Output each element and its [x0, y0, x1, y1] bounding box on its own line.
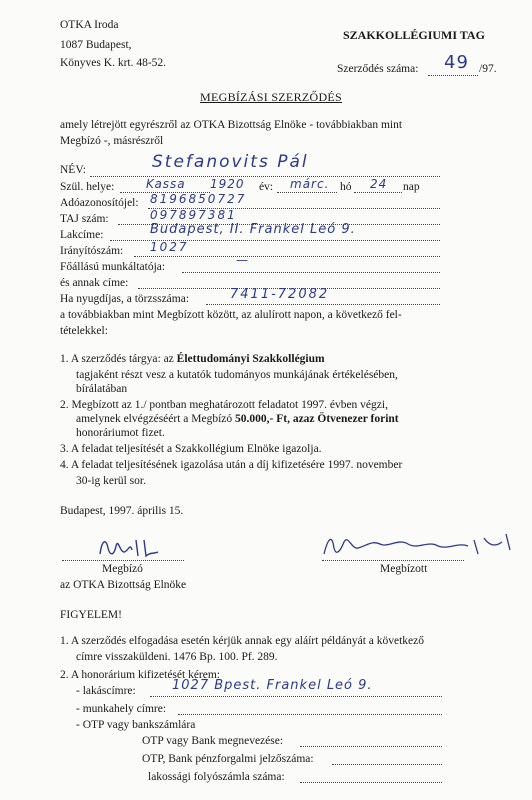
tax-label: Adóazonosítójel: [60, 197, 139, 209]
employer-dots [182, 272, 440, 273]
contract-no-dots [428, 75, 478, 76]
bank-name-dots [300, 746, 442, 747]
taj-label: TAJ szám: [60, 213, 109, 225]
home-address-label: - lakáscímre: [76, 685, 136, 697]
after-line-1: a továbbiakban mint Megbízott között, az alulírott napon, a következő fel- [60, 309, 402, 321]
bank-giro-dots [332, 764, 442, 765]
month-label: hó [340, 181, 352, 193]
name-value: Stefanovits Pál [152, 152, 309, 172]
bank-giro-label: OTP, Bank pénzforgalmi jelzőszáma: [142, 753, 314, 765]
after-line-2: tételekkel: [60, 325, 108, 337]
pension-value: 7411-72082 [230, 287, 330, 302]
intro-line-1: amely létrejött egyrészről az OTKA Bizottság Elnöke - továbbiakban mint [60, 119, 403, 131]
term-2-prefix: amelynek elvégzéséért a Megbízó [76, 413, 236, 425]
intro-line-2: Megbízó -, másrészről [60, 135, 164, 147]
birth-year: 1920 [210, 177, 245, 191]
megbizott-label: Megbízott [380, 563, 428, 575]
name-dots [90, 176, 440, 177]
notice-2: 2. A honorárium kifizetését kérem: [60, 669, 220, 681]
bank-label: - OTP vagy bankszámlára [76, 719, 196, 731]
employer-address-label: és annak címe: [60, 277, 129, 289]
term-4-line-1: 4. A feladat teljesítésének igazolása után a díj kifizetésére 1997. november [60, 459, 403, 471]
term-2-line-3: honoráriumot fizet. [76, 427, 165, 439]
term-1-prefix: 1. A szerződés tárgya: az [60, 353, 177, 365]
org-street: Könyves K. krt. 48-52. [60, 57, 167, 69]
term-2-amount: 50.000,- Ft, azaz Ötvenezer forint [235, 413, 399, 425]
tax-value: 8196850727 [150, 192, 247, 206]
document-title: MEGBÍZÁSI SZERZŐDÉS [200, 90, 343, 104]
term-1-line-1 [60, 352, 325, 366]
account-label: lakossági folyószámla száma: [148, 771, 285, 783]
zip-label: Irányítószám: [60, 245, 124, 257]
member-tag: SZAKKOLLÉGIUMI TAG [343, 28, 485, 42]
term-1-line-3: bírálatában [76, 383, 128, 395]
notice-heading: FIGYELEM! [60, 609, 122, 621]
megbizo-signature [96, 534, 176, 560]
term-4-line-2: 30-ig kerül sor. [76, 475, 146, 487]
pension-label: Ha nyugdíjas, a törzsszáma: [60, 293, 190, 305]
term-1-subject: Élettudományi Szakkollégium [176, 353, 325, 365]
day-label: nap [403, 181, 420, 193]
home-address-value: 1027 Bpest. Frankel Leó 9. [172, 678, 373, 693]
birth-place: Kassa [146, 177, 186, 191]
employer-label: Főállású munkáltatója: [60, 261, 166, 273]
birth-month: márc. [290, 177, 330, 191]
contract-no-value: 49 [444, 52, 469, 73]
work-address-dots [178, 714, 442, 715]
year-label: év: [259, 181, 274, 193]
term-3: 3. A feladat teljesítését a Szakkollégium Elnöke igazolja. [60, 443, 322, 455]
taj-value: 097897381 [150, 208, 237, 222]
home-address-dots [150, 696, 442, 697]
name-label: NÉV: [60, 164, 86, 176]
term-2-line-2 [76, 412, 399, 426]
pension-dots [206, 304, 440, 305]
address-value: Budapest, II. Frankel Leó 9. [150, 222, 356, 237]
org-city: 1087 Budapest, [60, 39, 132, 51]
megbizo-sign-line [62, 560, 184, 561]
megbizo-title: az OTKA Bizottság Elnöke [60, 579, 187, 591]
birth-day: 24 [370, 177, 388, 191]
megbizo-label: Megbízó [102, 563, 143, 575]
place-date: Budapest, 1997. április 15. [60, 505, 184, 517]
notice-1-line-2: címre visszaküldeni. 1476 Bp. 100. Pf. 289. [76, 651, 278, 663]
birth-label: Szül. helye: [60, 181, 115, 193]
account-dots [300, 782, 442, 783]
zip-value: 1027 [150, 240, 189, 254]
contract-no-year: /97. [479, 63, 497, 75]
contract-no-label: Szerződés száma: [337, 63, 419, 75]
megbizott-sign-line [322, 560, 464, 561]
address-label: Lakcíme: [60, 229, 104, 241]
term-2-line-1: 2. Megbízott az 1./ pontban meghatározott feladatot 1997. évben végzi, [60, 399, 388, 411]
org-name: OTKA Iroda [60, 19, 119, 31]
zip-dots [134, 256, 440, 257]
birth-month-dots [277, 192, 337, 193]
term-1-line-2: tagjaként részt vesz a kutatók tudományos munkájának értékelésében, [76, 369, 398, 381]
work-address-label: - munkahely címre: [76, 703, 167, 715]
notice-1-line-1: 1. A szerződés elfogadása esetén kérjük annak egy aláírt példányát a következő [60, 635, 425, 647]
megbizott-signature [318, 528, 518, 562]
bank-name-label: OTP vagy Bank megnevezése: [142, 735, 284, 747]
birth-day-dots [354, 192, 402, 193]
employer-value: — [236, 253, 249, 267]
